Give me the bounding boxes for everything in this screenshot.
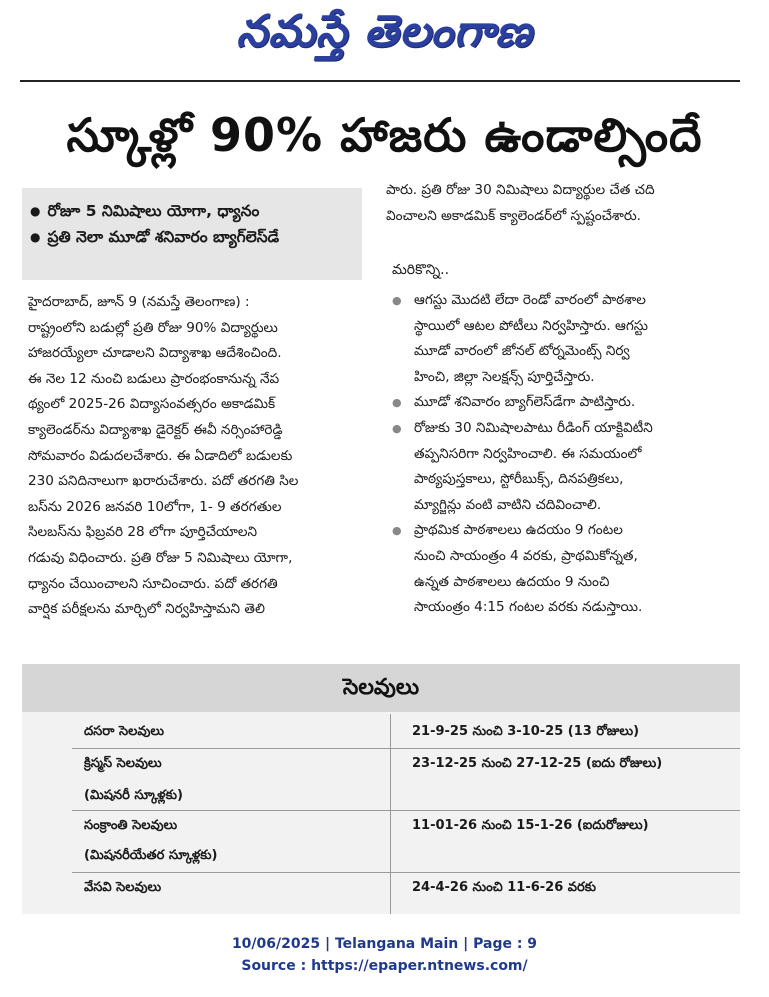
- article-right-column: [386, 178, 738, 229]
- masthead: [0, 6, 769, 68]
- highlight-item: ● ప్రతి నెలా మూడో శనివారం బ్యాగ్‌లెస్‌డే: [30, 224, 354, 250]
- masthead-rule: [20, 80, 740, 82]
- bullet-icon: ●: [30, 204, 41, 218]
- row-divider: [72, 810, 740, 811]
- list-item: ● మూడో శనివారం బ్యాగ్‌లెస్‌డేగా పాటిస్తారు.: [392, 390, 742, 416]
- column-divider: [390, 714, 391, 914]
- article-line: హాజరయ్యేలా చూడాలని విద్యాశాఖ ఆదేశించింది.: [28, 345, 282, 362]
- newspaper-logo: నమస్తే తెలంగాణ: [236, 6, 533, 57]
- article-line: హైదరాబాద్, జూన్ 9 (నమస్తే తెలంగాణ) :: [28, 294, 250, 310]
- article-left-column: [28, 290, 366, 623]
- bullet-icon: ●: [392, 396, 402, 410]
- headline: స్కూళ్లో 90% హాజరు ఉండాల్సిందే: [66, 108, 703, 162]
- bullet-icon: ●: [392, 524, 402, 538]
- article-line: పారు. ప్రతి రోజు 30 నిమిషాలు విద్యార్థుల చేత చది: [386, 182, 655, 198]
- holidays-title: సెలవులు: [22, 664, 740, 712]
- article-line: 230 పనిదినాలుగా ఖరారుచేశారు. పదో తరగతి సిల: [28, 473, 299, 490]
- article-line: థ్యంలో 2025-26 విద్యాసంవత్సరం అకాడమిక్: [28, 396, 276, 413]
- article-line: బస్‌ను 2026 జనవరి 10లోగా, 1- 9 తరగతుల: [28, 498, 282, 515]
- bullet-icon: ●: [392, 421, 402, 435]
- bullet-list: [392, 288, 742, 621]
- row-divider: [72, 872, 740, 873]
- bullet-icon: ●: [392, 294, 402, 307]
- page-footer-date: 10/06/2025 | Telangana Main | Page : 9: [231, 936, 538, 952]
- article-line: వించాలని అకాడమిక్ క్యాలెండర్‌లో స్పష్టంచేశారు.: [386, 207, 641, 224]
- article-line: సోమవారం విడుదలచేశారు. ఈ ఏడాదిలో బడులకు: [28, 447, 293, 464]
- article-line: క్యాలెండర్‌ను విద్యాశాఖ డైరెక్టర్ ఈవీ నర్సింహారెడ్డి: [28, 421, 283, 438]
- article-line: ఈ నెల 12 నుంచి బడులు ప్రారంభంకానున్న నేప: [28, 370, 280, 387]
- list-item: ● రోజుకు 30 నిమిషాలపాటు రీడింగ్ యాక్టివిటీని తప్పనిసరిగా నిర్వహించాలి. ఈ సమయంలో పాఠ్యపుస్తకాలు, స్టోరీబుక్స్, దినపత్రికలు, మ్యాగ్జిన్లు వంటి వాటిని చదివించాలి.: [392, 416, 742, 518]
- article-line: రాష్ట్రంలోని బడుల్లో ప్రతి రోజు 90% విద్యార్థులు: [28, 319, 278, 336]
- page-footer-source: Source : https://epaper.ntnews.com/: [241, 958, 528, 974]
- article-line: ధ్యానం చేయించాలని సూచించారు. పదో తరగతి: [28, 575, 278, 592]
- holidays-table: సెలవులు దసరా సెలవులు 21-9-25 నుంచి 3-10-25 (13 రోజులు) క్రిస్మస్ సెలవులు 23-12-25 నుంచి 27-12-25 (ఐదు రోజులు) (మిషనరీ స్కూళ్లకు) సంక్రాంతి సెలవులు 11-01-26 నుంచి 15-1-26 (ఐదురోజులు) (మిషనరీయేతర స్కూళ్లకు) వేసవి సెలవులు 24-4-26 నుంచి 11-6-26 వరకు: [22, 664, 740, 914]
- article-line: గడువు విధించారు. ప్రతి రోజు 5 నిమిషాలు యోగా,: [28, 549, 293, 566]
- highlight-item: ● రోజూ 5 నిమిషాలు యోగా, ధ్యానం: [30, 198, 354, 224]
- article-line: వార్షిక పరీక్షలను మార్చిలో నిర్వహిస్తామని తెలి: [28, 601, 265, 618]
- list-item: ● ప్రాథమిక పాఠశాలలు ఉదయం 9 గంటల నుంచి సాయంత్రం 4 వరకు, ప్రాథమికోన్నత, ఉన్నత పాఠశాలలు ఉదయం 9 నుంచి సాయంత్రం 4:15 గంటల వరకు నడుస్తాయి.: [392, 518, 742, 620]
- highlights-box: [22, 188, 362, 280]
- article-line: సిలబస్‌ను ఫిబ్రవరి 28 లోగా పూర్తిచేయాలని: [28, 524, 258, 541]
- list-item: ● ఆగస్టు మొదటి లేదా రెండో వారంలో పాఠశాల స్థాయిలో ఆటల పోటీలు నిర్వహిస్తారు. ఆగస్టు మూడో వారంలో జోనల్ టోర్నమెంట్స్ నిర్వ హించి, జిల్లా సెలక్షన్స్ పూర్తిచేస్తారు.: [392, 288, 742, 390]
- bullet-icon: ●: [30, 230, 41, 244]
- subheading: మరికొన్ని..: [392, 262, 450, 278]
- row-divider: [72, 748, 740, 749]
